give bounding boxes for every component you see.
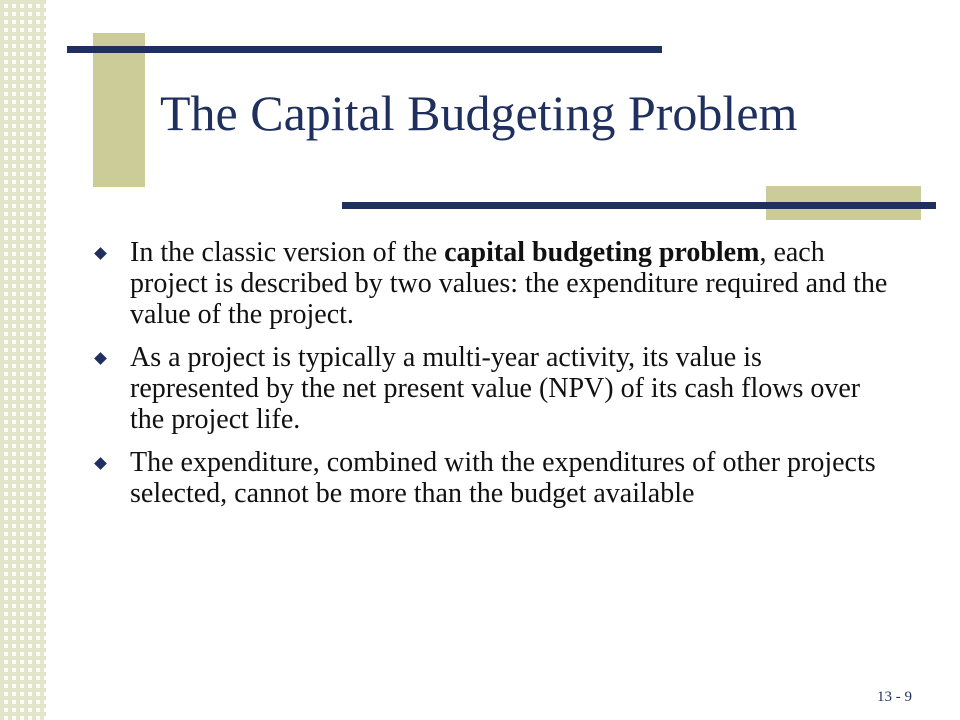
tan-accent-block-left — [93, 33, 145, 187]
bullet-text: In the classic version of the — [130, 237, 445, 268]
bullet-item — [96, 342, 896, 435]
slide-title: The Capital Budgeting Problem — [160, 85, 798, 141]
slide-number: 13 - 9 — [877, 689, 912, 705]
diamond-bullet-icon — [94, 457, 107, 470]
bullet-text: As a project is typically a multi-year activity, its value is represented by the net present value (NPV) of its cash flows over the project life. — [130, 342, 861, 435]
bullet-item — [96, 237, 896, 330]
bullet-text: , each project is described by two values: the expenditure required and the value of the project. — [130, 237, 888, 330]
bullet-text: The expenditure, combined with the expenditures of other projects selected, cannot be more than the budget available — [130, 447, 876, 509]
diamond-bullet-icon — [94, 352, 107, 365]
title-rule-bottom — [342, 202, 936, 209]
bullet-item — [96, 447, 896, 509]
hatched-margin-strip — [0, 0, 46, 720]
diamond-bullet-icon — [94, 247, 107, 260]
bullet-list — [96, 237, 896, 521]
title-rule-top — [67, 46, 662, 53]
bullet-bold-term: capital budgeting problem — [444, 237, 760, 268]
